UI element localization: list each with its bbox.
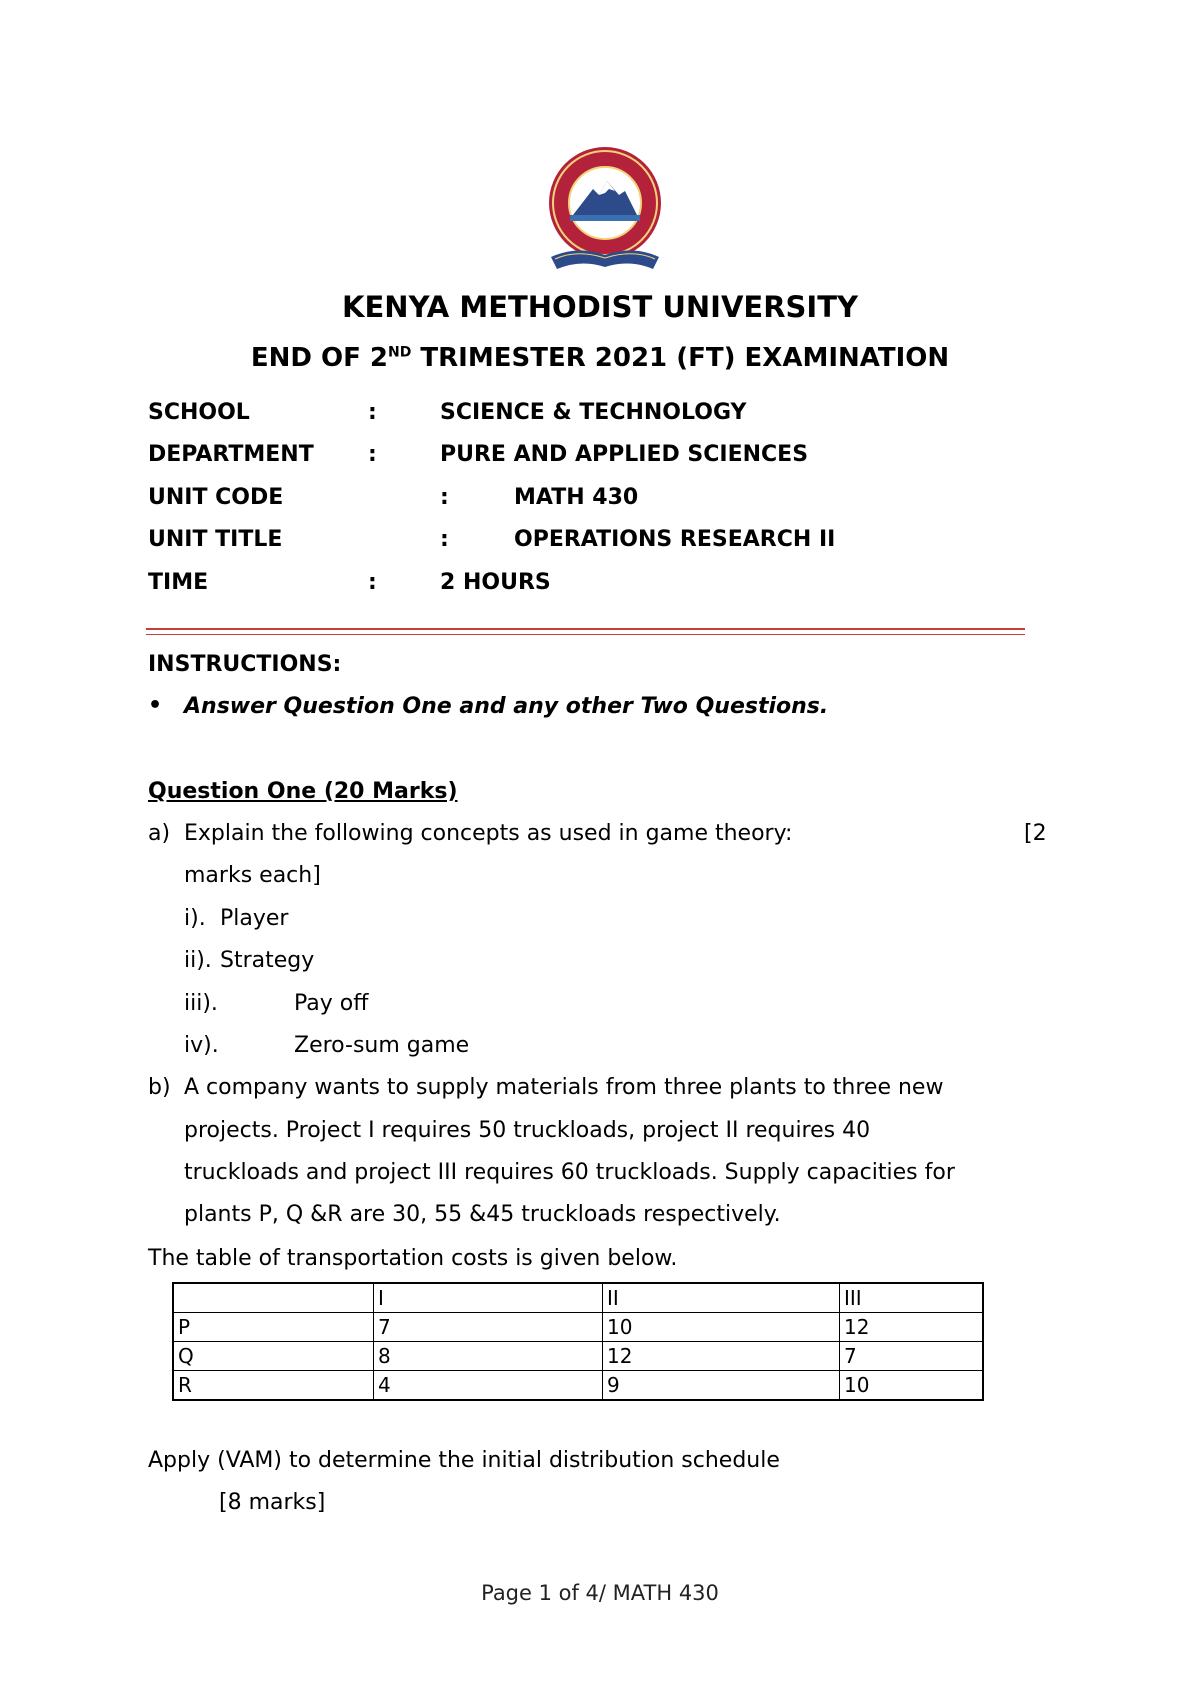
unit-title-label: UNIT TITLE	[148, 527, 283, 552]
time-label: TIME	[148, 570, 209, 595]
table-row	[173, 1371, 983, 1401]
school-label: SCHOOL	[148, 400, 250, 425]
list-item-num: iii).	[184, 991, 218, 1016]
table-cell: R	[173, 1371, 374, 1401]
table-row	[173, 1313, 983, 1342]
table-header-cell: I	[374, 1283, 603, 1313]
header-divider-secondary	[146, 634, 1025, 635]
part-b-line: plants P, Q &R are 30, 55 &45 truckloads respectively.	[184, 1202, 781, 1227]
table-header-cell	[173, 1283, 374, 1313]
unit-code-label: UNIT CODE	[148, 485, 284, 510]
table-header-cell: III	[840, 1283, 984, 1313]
part-b-letter: b)	[148, 1075, 171, 1100]
table-cell: P	[173, 1313, 374, 1342]
list-item-text: Pay off	[294, 991, 369, 1016]
question-one-heading: Question One (20 Marks)	[148, 779, 458, 804]
list-item-num: iv).	[184, 1033, 219, 1058]
list-item-text: Zero-sum game	[294, 1033, 470, 1058]
unit-code-value: MATH 430	[514, 485, 639, 510]
table-cell: Q	[173, 1342, 374, 1371]
list-item-num: ii).	[184, 948, 212, 973]
part-a-letter: a)	[148, 821, 171, 846]
part-a-text: Explain the following concepts as used in game theory:	[184, 821, 793, 846]
part-b-line: truckloads and project III requires 60 truckloads. Supply capacities for	[184, 1160, 955, 1185]
transportation-cost-table	[172, 1282, 984, 1401]
bullet-icon: •	[148, 693, 163, 718]
table-cell: 8	[374, 1342, 603, 1371]
department-colon: :	[368, 442, 377, 467]
table-cell: 9	[603, 1371, 840, 1401]
table-header-cell: II	[603, 1283, 840, 1313]
school-colon: :	[368, 400, 377, 425]
table-cell: 4	[374, 1371, 603, 1401]
table-header-row	[173, 1283, 983, 1313]
unit-code-colon: :	[440, 485, 449, 510]
list-item-text: Player	[220, 906, 289, 931]
department-label: DEPARTMENT	[148, 442, 314, 467]
time-value: 2 HOURS	[440, 570, 551, 595]
time-colon: :	[368, 570, 377, 595]
table-cell: 12	[603, 1342, 840, 1371]
university-name: KENYA METHODIST UNIVERSITY	[342, 290, 858, 324]
table-cell: 7	[840, 1342, 984, 1371]
school-value: SCIENCE & TECHNOLOGY	[440, 400, 747, 425]
exam-title-prefix: END OF 2	[250, 343, 389, 373]
table-row	[173, 1342, 983, 1371]
unit-title-value: OPERATIONS RESEARCH II	[514, 527, 836, 552]
table-cell: 12	[840, 1313, 984, 1342]
instruction-item: Answer Question One and any other Two Questions.	[184, 694, 829, 719]
exam-title-suffix: TRIMESTER 2021 (FT) EXAMINATION	[411, 343, 950, 373]
table-intro: The table of transportation costs is given below.	[148, 1246, 678, 1271]
table-cell: 10	[603, 1313, 840, 1342]
unit-title-colon: :	[440, 527, 449, 552]
instructions-heading: INSTRUCTIONS:	[148, 652, 342, 677]
department-value: PURE AND APPLIED SCIENCES	[440, 442, 809, 467]
table-cell: 10	[840, 1371, 984, 1401]
part-b-marks: [8 marks]	[219, 1490, 326, 1515]
part-b-line: A company wants to supply materials from three plants to three new	[184, 1075, 944, 1100]
university-logo	[537, 145, 673, 280]
apply-instruction: Apply (VAM) to determine the initial distribution schedule	[148, 1448, 780, 1473]
exam-title-superscript: ND	[388, 344, 412, 361]
list-item-text: Strategy	[220, 948, 315, 973]
list-item-num: i).	[184, 906, 206, 931]
part-a-marks-start: [2	[1024, 821, 1047, 846]
header-divider	[146, 628, 1025, 630]
part-b-line: projects. Project I requires 50 truckloads, project II requires 40	[184, 1118, 871, 1143]
exam-title	[0, 343, 1200, 373]
part-a-marks-end: marks each]	[184, 863, 321, 888]
page-footer: Page 1 of 4/ MATH 430	[481, 1581, 719, 1605]
table-cell: 7	[374, 1313, 603, 1342]
